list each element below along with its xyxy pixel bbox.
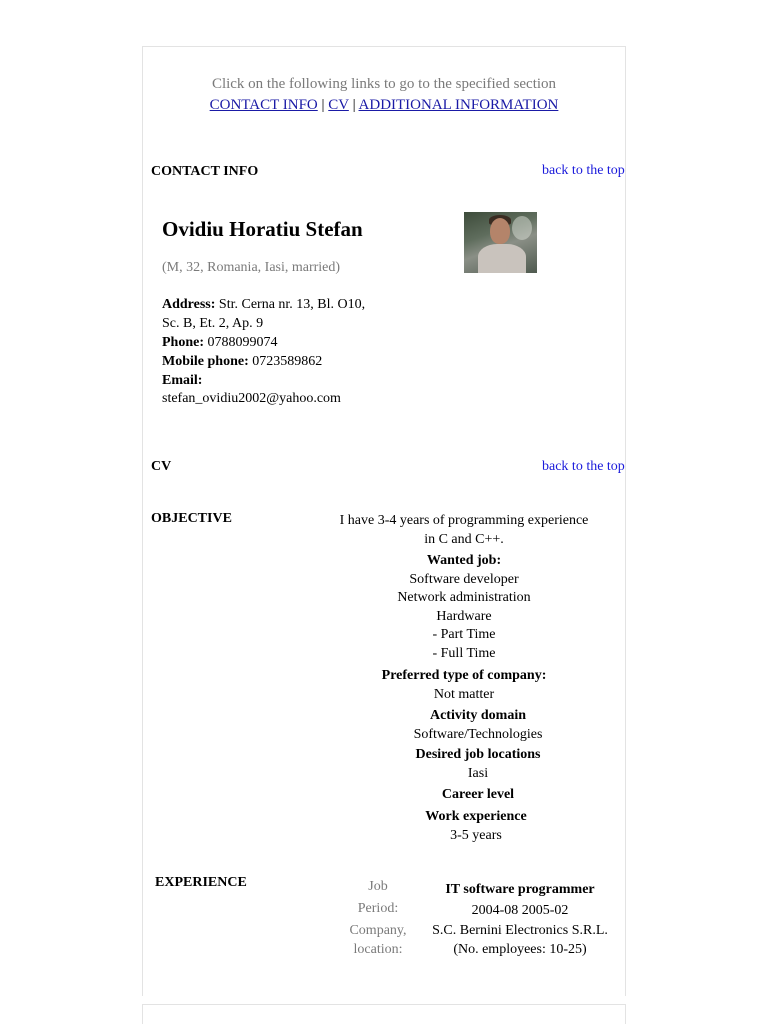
locations-value: Iasi — [467, 765, 489, 781]
address-line — [162, 295, 365, 314]
wanted-job-block — [320, 552, 608, 663]
wanted-job-item: Hardware — [436, 608, 492, 624]
cv-section-title: CV — [151, 459, 172, 474]
objective-intro: I have 3-4 years of programming experience in C and C++. — [339, 513, 589, 547]
back-to-top-link[interactable]: back to the top — [542, 459, 625, 474]
company-label: Company, location: — [349, 923, 407, 957]
phone-label: Phone: — [162, 335, 204, 350]
next-card — [142, 1004, 626, 1024]
person-name: Ovidiu Horatiu Stefan — [162, 217, 363, 241]
wanted-job-item: - Part Time — [432, 627, 496, 642]
locations-label: Desired job locations — [415, 747, 541, 762]
work-exp-label: Work experience — [425, 809, 527, 824]
phone-value: 0788099074 — [204, 335, 278, 350]
company-type-block — [320, 667, 608, 704]
phone-line — [162, 333, 278, 352]
contact-section-title: CONTACT INFO — [151, 164, 259, 179]
nav-separator: | — [348, 97, 359, 113]
back-to-top-link[interactable]: back to the top — [542, 163, 625, 178]
experience-title: EXPERIENCE — [155, 875, 247, 890]
profile-photo — [464, 212, 537, 273]
locations-block — [334, 746, 622, 783]
email-label: Email: — [162, 373, 203, 388]
wanted-job-label: Wanted job: — [426, 553, 502, 568]
activity-block — [334, 707, 622, 744]
career-block — [334, 786, 622, 805]
company-value: S.C. Bernini Electronics S.R.L. (No. employees: 10-25) — [432, 923, 608, 957]
link-cv[interactable]: CV — [328, 97, 349, 113]
work-exp-block — [332, 808, 620, 845]
work-exp-value: 3-5 years — [450, 827, 502, 843]
mobile-value: 0723589862 — [248, 354, 323, 369]
address-line-2: Sc. B, Et. 2, Ap. 9 — [162, 316, 264, 331]
address-label: Address: — [162, 297, 216, 312]
mobile-line — [162, 352, 322, 371]
mobile-label: Mobile phone: — [162, 354, 249, 369]
activity-value: Software/Technologies — [413, 726, 543, 742]
job-value: IT software programmer — [445, 882, 595, 897]
person-details: (M, 32, Romania, Iasi, married) — [162, 260, 341, 275]
objective-title: OBJECTIVE — [151, 511, 232, 526]
period-label: Period: — [357, 901, 399, 916]
activity-label: Activity domain — [429, 708, 527, 723]
period-value: 2004-08 2005-02 — [471, 903, 569, 918]
wanted-job-item: Software developer — [409, 571, 519, 587]
link-contact-info[interactable]: CONTACT INFO — [209, 97, 318, 113]
job-label: Job — [368, 879, 388, 894]
link-additional-info[interactable]: ADDITIONAL INFORMATION — [358, 97, 559, 113]
company-type-label: Preferred type of company: — [381, 668, 547, 683]
company-type-value: Not matter — [433, 686, 495, 702]
nav-intro: Click on the following links to go to the specified section — [211, 76, 557, 92]
email-value[interactable]: stefan_ovidiu2002@yahoo.com — [162, 391, 341, 406]
address-value: Str. Cerna nr. 13, Bl. O10, — [215, 297, 366, 312]
nav-links — [0, 97, 768, 114]
nav-separator: | — [317, 97, 329, 113]
wanted-job-item: - Full Time — [432, 645, 496, 661]
career-label: Career level — [441, 787, 515, 802]
wanted-job-item: Network administration — [397, 590, 531, 605]
